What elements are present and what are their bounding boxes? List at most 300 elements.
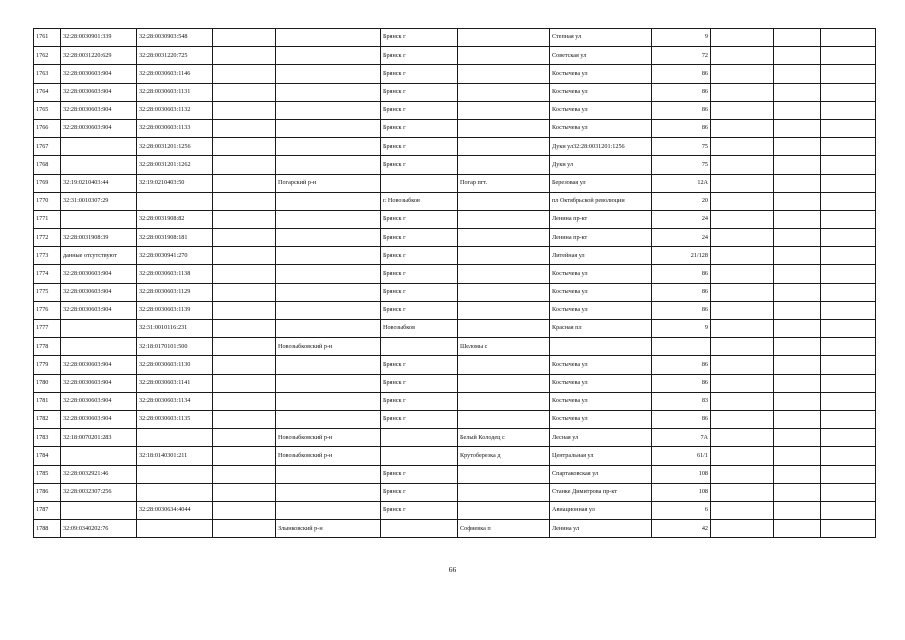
- cell-record-number: 1788: [34, 520, 61, 538]
- cell-locality: Погар пгт.: [458, 174, 550, 192]
- cell-cadastral-number-secondary: 32:28:0030603:1130: [137, 356, 213, 374]
- cell-cadastral-number-secondary: 32:28:0030603:1141: [137, 374, 213, 392]
- table-row: [34, 101, 876, 119]
- cell-empty: [213, 356, 276, 374]
- cell-town: Брянск г: [381, 374, 458, 392]
- table-row: [34, 83, 876, 101]
- cell-record-number: 1782: [34, 410, 61, 428]
- cell-district: Злынковский р-н: [276, 520, 381, 538]
- cell-house-number: 61/1: [652, 447, 711, 465]
- cell-empty: [821, 483, 876, 501]
- cell-empty: [213, 210, 276, 228]
- cell-empty: [821, 410, 876, 428]
- cell-empty: [821, 374, 876, 392]
- cell-house-number: 9: [652, 320, 711, 338]
- cell-locality: [458, 410, 550, 428]
- cell-empty: [711, 465, 774, 483]
- cell-district: [276, 356, 381, 374]
- cell-cadastral-number: 32:28:0030603:904: [61, 301, 137, 319]
- cell-street: Костычева ул: [550, 356, 652, 374]
- cell-cadastral-number: 32:28:0030603:904: [61, 356, 137, 374]
- table-row: [34, 520, 876, 538]
- cell-cadastral-number-secondary: 32:28:0030603:1133: [137, 119, 213, 137]
- cell-empty: [711, 29, 774, 47]
- cell-record-number: 1763: [34, 65, 61, 83]
- cell-town: [381, 429, 458, 447]
- cell-house-number: 9: [652, 29, 711, 47]
- cell-empty: [213, 320, 276, 338]
- cell-cadastral-number-secondary: 32:28:0030941:270: [137, 247, 213, 265]
- cell-street: Костычева ул: [550, 101, 652, 119]
- cell-record-number: 1784: [34, 447, 61, 465]
- cell-cadastral-number-secondary: [137, 192, 213, 210]
- cell-town: Брянск г: [381, 483, 458, 501]
- cell-locality: [458, 210, 550, 228]
- cell-locality: [458, 119, 550, 137]
- cell-empty: [821, 83, 876, 101]
- cell-record-number: 1765: [34, 101, 61, 119]
- cell-street: Центральная ул: [550, 447, 652, 465]
- table-row: [34, 447, 876, 465]
- cell-empty: [821, 320, 876, 338]
- cell-locality: [458, 47, 550, 65]
- cell-locality: [458, 465, 550, 483]
- cell-empty: [821, 65, 876, 83]
- cell-locality: [458, 83, 550, 101]
- cell-record-number: 1781: [34, 392, 61, 410]
- cell-cadastral-number: [61, 338, 137, 356]
- cell-empty: [711, 520, 774, 538]
- cell-empty: [774, 47, 821, 65]
- cell-town: [381, 338, 458, 356]
- cell-empty: [821, 429, 876, 447]
- cell-empty: [774, 138, 821, 156]
- cell-street: Ленина ул: [550, 520, 652, 538]
- cell-empty: [821, 338, 876, 356]
- cell-empty: [821, 210, 876, 228]
- cell-empty: [213, 119, 276, 137]
- cell-empty: [774, 174, 821, 192]
- cell-record-number: 1785: [34, 465, 61, 483]
- cell-empty: [213, 29, 276, 47]
- cell-street: Станке Димитрова пр-кт: [550, 483, 652, 501]
- cell-locality: [458, 247, 550, 265]
- cell-locality: [458, 65, 550, 83]
- cell-cadastral-number-secondary: 32:18:0170101:500: [137, 338, 213, 356]
- cell-empty: [213, 501, 276, 519]
- cell-locality: [458, 320, 550, 338]
- cell-district: [276, 83, 381, 101]
- table-row: [34, 465, 876, 483]
- cell-street: Лесная ул: [550, 429, 652, 447]
- cell-town: Брянск г: [381, 65, 458, 83]
- cell-street: Костычева ул: [550, 410, 652, 428]
- table-row: [34, 320, 876, 338]
- cell-empty: [821, 447, 876, 465]
- cell-cadastral-number-secondary: 32:28:0031220:725: [137, 47, 213, 65]
- cell-town: Брянск г: [381, 229, 458, 247]
- cell-empty: [213, 483, 276, 501]
- cell-locality: [458, 483, 550, 501]
- cell-empty: [213, 410, 276, 428]
- cell-town: Брянск г: [381, 210, 458, 228]
- cell-cadastral-number-secondary: 32:28:0030603:1131: [137, 83, 213, 101]
- table-row: [34, 174, 876, 192]
- cell-cadastral-number: [61, 138, 137, 156]
- cell-cadastral-number: 32:18:0070201:283: [61, 429, 137, 447]
- cell-town: Брянск г: [381, 265, 458, 283]
- cell-cadastral-number-secondary: 32:28:0030603:1138: [137, 265, 213, 283]
- cell-house-number: 42: [652, 520, 711, 538]
- cell-record-number: 1774: [34, 265, 61, 283]
- cell-cadastral-number-secondary: 32:28:0030603:1134: [137, 392, 213, 410]
- cell-district: [276, 65, 381, 83]
- cell-empty: [774, 283, 821, 301]
- cell-empty: [774, 501, 821, 519]
- cell-house-number: 86: [652, 119, 711, 137]
- cell-cadastral-number: 32:28:0032307:256: [61, 483, 137, 501]
- cell-cadastral-number-secondary: 32:18:0140301:211: [137, 447, 213, 465]
- table-row: [34, 229, 876, 247]
- cell-street: Костычева ул: [550, 65, 652, 83]
- cell-district: Новозыбковский р-н: [276, 338, 381, 356]
- cell-empty: [774, 301, 821, 319]
- cell-cadastral-number: 32:28:0030603:904: [61, 410, 137, 428]
- cell-empty: [821, 501, 876, 519]
- cell-record-number: 1778: [34, 338, 61, 356]
- cell-empty: [821, 192, 876, 210]
- cell-house-number: 86: [652, 374, 711, 392]
- cell-cadastral-number: 32:28:0030603:904: [61, 83, 137, 101]
- cell-empty: [213, 392, 276, 410]
- cell-record-number: 1764: [34, 83, 61, 101]
- cell-empty: [774, 65, 821, 83]
- cell-record-number: 1766: [34, 119, 61, 137]
- table-row: [34, 429, 876, 447]
- cell-street: Костычева ул: [550, 265, 652, 283]
- cell-cadastral-number-secondary: [137, 483, 213, 501]
- cell-house-number: 21/128: [652, 247, 711, 265]
- cell-house-number: 86: [652, 101, 711, 119]
- cell-empty: [774, 247, 821, 265]
- cell-town: Брянск г: [381, 410, 458, 428]
- cell-cadastral-number-secondary: 32:28:0030634:4044: [137, 501, 213, 519]
- table-row: [34, 192, 876, 210]
- cell-empty: [711, 192, 774, 210]
- cell-district: Погарский р-н: [276, 174, 381, 192]
- cell-empty: [774, 320, 821, 338]
- cell-district: [276, 392, 381, 410]
- cell-town: Брянск г: [381, 156, 458, 174]
- cell-district: Новозыбковский р-н: [276, 429, 381, 447]
- cell-empty: [774, 520, 821, 538]
- cell-street: Спартаковская ул: [550, 465, 652, 483]
- cell-empty: [774, 338, 821, 356]
- cell-town: Брянск г: [381, 392, 458, 410]
- cell-empty: [711, 138, 774, 156]
- cell-locality: [458, 101, 550, 119]
- cell-empty: [774, 101, 821, 119]
- cell-empty: [711, 356, 774, 374]
- cell-cadastral-number: 32:09:0340202:76: [61, 520, 137, 538]
- cell-record-number: 1783: [34, 429, 61, 447]
- cell-cadastral-number: 32:28:0030603:904: [61, 392, 137, 410]
- table-row: [34, 29, 876, 47]
- cell-district: [276, 301, 381, 319]
- cell-empty: [213, 101, 276, 119]
- cell-record-number: 1770: [34, 192, 61, 210]
- cell-empty: [213, 338, 276, 356]
- cell-house-number: 6: [652, 501, 711, 519]
- cell-record-number: 1787: [34, 501, 61, 519]
- table-row: [34, 501, 876, 519]
- cell-house-number: 20: [652, 192, 711, 210]
- cell-empty: [711, 447, 774, 465]
- cell-empty: [711, 301, 774, 319]
- cell-empty: [711, 265, 774, 283]
- cell-empty: [774, 392, 821, 410]
- cell-empty: [213, 265, 276, 283]
- cell-cadastral-number: [61, 156, 137, 174]
- cell-empty: [213, 247, 276, 265]
- cell-district: [276, 210, 381, 228]
- cell-empty: [711, 338, 774, 356]
- cell-empty: [711, 410, 774, 428]
- cell-empty: [821, 29, 876, 47]
- cell-street: Советская ул: [550, 47, 652, 65]
- cell-locality: [458, 192, 550, 210]
- cell-street: Костычева ул: [550, 83, 652, 101]
- cell-district: Новозыбковский р-н: [276, 447, 381, 465]
- cell-cadastral-number-secondary: [137, 465, 213, 483]
- cell-empty: [711, 101, 774, 119]
- cell-house-number: 86: [652, 65, 711, 83]
- cell-locality: [458, 156, 550, 174]
- register-body: [34, 29, 876, 538]
- cell-cadastral-number: 32:28:0030901:339: [61, 29, 137, 47]
- cell-locality: [458, 374, 550, 392]
- cell-locality: Софиевка п: [458, 520, 550, 538]
- cell-street: Костычева ул: [550, 119, 652, 137]
- cell-street: пл Октябрьской революции: [550, 192, 652, 210]
- cell-empty: [821, 138, 876, 156]
- cell-locality: Шеломы с: [458, 338, 550, 356]
- cell-house-number: 86: [652, 83, 711, 101]
- cell-empty: [774, 429, 821, 447]
- cell-house-number: 7А: [652, 429, 711, 447]
- cell-empty: [213, 156, 276, 174]
- cell-town: Брянск г: [381, 356, 458, 374]
- cell-district: [276, 410, 381, 428]
- cell-town: г. Новозыбков: [381, 192, 458, 210]
- cell-record-number: 1779: [34, 356, 61, 374]
- cell-locality: [458, 356, 550, 374]
- cell-district: [276, 101, 381, 119]
- cell-empty: [774, 374, 821, 392]
- table-row: [34, 156, 876, 174]
- cell-cadastral-number-secondary: 32:19:0210403:50: [137, 174, 213, 192]
- cell-empty: [213, 447, 276, 465]
- cell-empty: [821, 47, 876, 65]
- cell-record-number: 1767: [34, 138, 61, 156]
- cell-district: [276, 156, 381, 174]
- table-row: [34, 138, 876, 156]
- cell-district: [276, 320, 381, 338]
- table-row: [34, 247, 876, 265]
- cell-cadastral-number: 32:28:0030603:904: [61, 101, 137, 119]
- cell-street: Ленина пр-кт: [550, 210, 652, 228]
- cell-empty: [821, 101, 876, 119]
- cell-empty: [821, 301, 876, 319]
- cell-street: Костычева ул: [550, 374, 652, 392]
- cell-empty: [711, 156, 774, 174]
- cell-empty: [213, 520, 276, 538]
- cell-house-number: 72: [652, 47, 711, 65]
- cell-locality: [458, 392, 550, 410]
- cell-empty: [774, 29, 821, 47]
- cell-house-number: 86: [652, 410, 711, 428]
- table-row: [34, 392, 876, 410]
- cell-cadastral-number-secondary: 32:28:0030603:1146: [137, 65, 213, 83]
- cell-empty: [711, 392, 774, 410]
- cell-town: [381, 520, 458, 538]
- table-row: [34, 210, 876, 228]
- table-row: [34, 301, 876, 319]
- cell-house-number: 108: [652, 465, 711, 483]
- cell-cadastral-number: данные отсутствуют: [61, 247, 137, 265]
- cell-empty: [711, 483, 774, 501]
- cell-empty: [213, 283, 276, 301]
- cell-cadastral-number: [61, 447, 137, 465]
- cell-cadastral-number: [61, 320, 137, 338]
- cell-street: Костычева ул: [550, 392, 652, 410]
- cell-empty: [213, 47, 276, 65]
- cell-empty: [821, 229, 876, 247]
- cell-locality: [458, 229, 550, 247]
- cell-empty: [774, 356, 821, 374]
- table-row: [34, 374, 876, 392]
- cell-empty: [774, 210, 821, 228]
- cell-locality: [458, 265, 550, 283]
- cell-street: Березовая ул: [550, 174, 652, 192]
- cell-district: [276, 229, 381, 247]
- cell-district: [276, 138, 381, 156]
- cell-cadastral-number-secondary: 32:28:0031908:181: [137, 229, 213, 247]
- cell-town: Новозыбков: [381, 320, 458, 338]
- cell-empty: [711, 174, 774, 192]
- cell-street: Ленина пр-кт: [550, 229, 652, 247]
- cell-town: Брянск г: [381, 101, 458, 119]
- cell-record-number: 1777: [34, 320, 61, 338]
- cell-locality: Белый Колодец с: [458, 429, 550, 447]
- cell-record-number: 1772: [34, 229, 61, 247]
- cell-empty: [213, 229, 276, 247]
- cell-house-number: 12А: [652, 174, 711, 192]
- cell-locality: [458, 29, 550, 47]
- cell-empty: [213, 465, 276, 483]
- cell-record-number: 1780: [34, 374, 61, 392]
- cell-town: [381, 447, 458, 465]
- cell-empty: [774, 483, 821, 501]
- cell-street: Литейная ул: [550, 247, 652, 265]
- cell-empty: [711, 119, 774, 137]
- cell-locality: [458, 301, 550, 319]
- cell-house-number: 108: [652, 483, 711, 501]
- cell-empty: [711, 83, 774, 101]
- cell-empty: [711, 229, 774, 247]
- cell-empty: [711, 429, 774, 447]
- cell-house-number: 86: [652, 301, 711, 319]
- cell-town: Брянск г: [381, 29, 458, 47]
- cell-house-number: 83: [652, 392, 711, 410]
- cell-street: Костычева ул: [550, 301, 652, 319]
- table-row: [34, 47, 876, 65]
- cell-empty: [774, 83, 821, 101]
- cell-district: [276, 47, 381, 65]
- cell-record-number: 1768: [34, 156, 61, 174]
- cell-district: [276, 465, 381, 483]
- cell-empty: [711, 283, 774, 301]
- cell-locality: Крутоберезка д: [458, 447, 550, 465]
- cell-empty: [821, 283, 876, 301]
- cell-house-number: 86: [652, 283, 711, 301]
- cell-cadastral-number-secondary: 32:28:0030603:1129: [137, 283, 213, 301]
- cell-empty: [213, 429, 276, 447]
- cell-district: [276, 374, 381, 392]
- cell-cadastral-number-secondary: [137, 429, 213, 447]
- cell-town: Брянск г: [381, 301, 458, 319]
- cell-cadastral-number-secondary: 32:28:0030603:1135: [137, 410, 213, 428]
- cell-empty: [821, 392, 876, 410]
- cell-empty: [821, 119, 876, 137]
- cell-empty: [821, 356, 876, 374]
- cell-empty: [774, 410, 821, 428]
- cell-town: Брянск г: [381, 83, 458, 101]
- cell-town: Брянск г: [381, 465, 458, 483]
- cell-empty: [213, 301, 276, 319]
- cell-house-number: 86: [652, 356, 711, 374]
- cell-house-number: 24: [652, 210, 711, 228]
- cell-town: Брянск г: [381, 138, 458, 156]
- cell-record-number: 1771: [34, 210, 61, 228]
- cell-cadastral-number: [61, 501, 137, 519]
- cell-record-number: 1775: [34, 283, 61, 301]
- cell-house-number: 75: [652, 156, 711, 174]
- table-row: [34, 410, 876, 428]
- cell-empty: [774, 156, 821, 174]
- cell-empty: [821, 156, 876, 174]
- cell-empty: [711, 320, 774, 338]
- cell-house-number: 75: [652, 138, 711, 156]
- cell-record-number: 1786: [34, 483, 61, 501]
- cell-district: [276, 192, 381, 210]
- cell-empty: [711, 501, 774, 519]
- cell-empty: [213, 192, 276, 210]
- cell-cadastral-number: 32:28:0030603:904: [61, 119, 137, 137]
- table-row: [34, 356, 876, 374]
- cell-empty: [711, 47, 774, 65]
- cell-town: Брянск г: [381, 283, 458, 301]
- cell-town: Брянск г: [381, 47, 458, 65]
- cell-cadastral-number-secondary: 32:28:0030603:1132: [137, 101, 213, 119]
- cell-cadastral-number-secondary: 32:28:0030903:548: [137, 29, 213, 47]
- cell-cadastral-number: 32:31:0010307:29: [61, 192, 137, 210]
- cell-record-number: 1762: [34, 47, 61, 65]
- cell-town: [381, 174, 458, 192]
- cell-district: [276, 283, 381, 301]
- cell-empty: [213, 138, 276, 156]
- cell-empty: [711, 65, 774, 83]
